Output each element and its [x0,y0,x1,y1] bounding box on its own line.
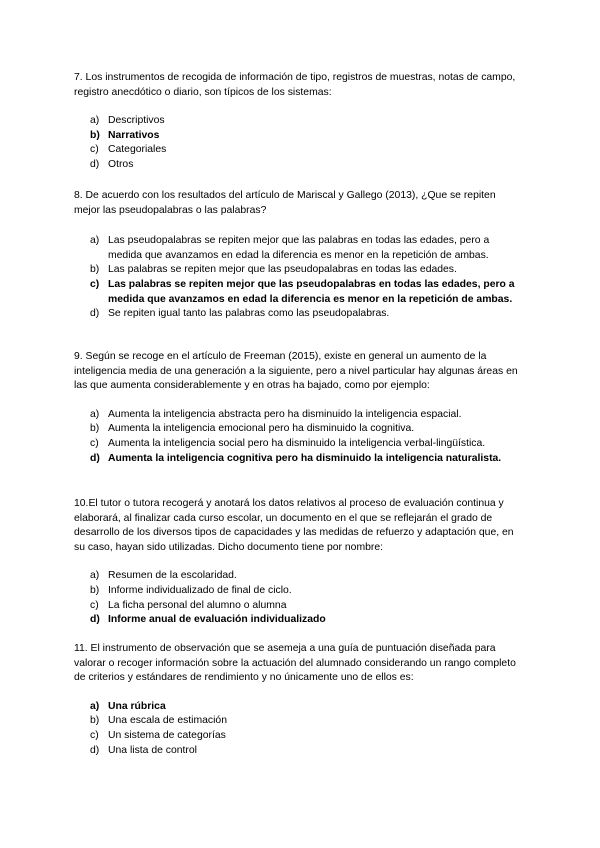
option-letter: c) [90,599,99,611]
option-letter: a) [90,408,100,420]
option-c [74,437,524,452]
option-letter: c) [90,278,100,290]
option-text: Aumenta la inteligencia social pero ha disminuido la inteligencia verbal-lingüística. [108,437,486,449]
option-text: Una rúbrica [108,700,166,712]
option-letter: a) [90,700,100,712]
option-text: Aumenta la inteligencia abstracta pero ha disminuido la inteligencia espacial. [108,408,462,420]
option-letter: c) [90,437,99,449]
question-text: 10.El tutor o tutora recogerá y anotará los datos relativos al proceso de evaluación continua y elaborará, al finalizar cada curso escolar, un documento en el que se reflejarán el grado de desarrollo de los diversos tipos de capacidades y las medidas de refuerzo y adaptación que, en su caso, hayan sido utilizadas. Dicho documento tiene por nombre: [74,498,514,553]
option-b [74,263,524,278]
option-a-correct [74,700,524,715]
option-letter: a) [90,115,100,127]
option-b [74,714,524,729]
option-a [74,569,524,584]
question-text: 7. Los instrumentos de recogida de información de tipo, registros de muestras, notas de campo, registro anecdótico o diario, son típicos de los sistemas: [74,72,516,98]
option-text: Un sistema de categorías [108,729,226,741]
option-letter: b) [90,129,100,141]
option-text: Resumen de la escolaridad. [108,570,237,582]
question-7 [74,71,524,173]
option-text: Se repiten igual tanto las palabras como las pseudopalabras. [108,308,390,320]
option-text: Las palabras se repiten mejor que las pseudopalabras en todas las edades, pero a medida que avanzamos en edad la diferencia es menor en la repetición de ambas. [108,278,515,305]
option-text: Descriptivos [108,115,165,127]
option-text: Una lista de control [108,744,197,756]
option-letter: d) [90,614,100,626]
question-10 [74,497,524,628]
option-c-correct [74,278,524,307]
option-text: Las pseudopalabras se repiten mejor que las palabras en todas las edades, pero a medida que avanzamos en edad la diferencia es menor en la repetición de ambas. [108,235,490,261]
option-c [74,729,524,744]
option-letter: d) [90,744,100,756]
option-text: Las palabras se repiten mejor que las pseudopalabras en todas las edades. [108,264,457,276]
option-d [74,158,524,173]
question-text: 9. Según se recoge en el artículo de Freeman (2015), existe en general un aumento de la inteligencia media de una generación a la siguiente, pero a nivel particular hay algunas áreas en las que aumenta considerablemente y en otras ha bajado, como por ejemplo: [74,351,518,392]
option-a [74,234,524,263]
option-text: Informe anual de evaluación individualizado [108,614,326,626]
option-letter: b) [90,715,100,727]
option-d [74,744,524,759]
option-list [74,700,524,758]
option-a [74,408,524,423]
option-a [74,114,524,129]
option-letter: d) [90,308,100,320]
option-letter: a) [90,235,100,247]
question-text: 11. El instrumento de observación que se asemeja a una guía de puntuación diseñada para valorar o recoger información sobre la actuación del alumnado considerando un rango completo de criterios y estándares de rendimiento y no únicamente uno de ellos es: [74,643,516,684]
question-9 [74,350,524,466]
option-list [74,569,524,627]
question-11 [74,642,524,758]
option-letter: c) [90,144,99,156]
option-text: Informe individualizado de final de ciclo. [108,584,292,596]
option-d-correct [74,452,524,467]
option-d [74,307,524,322]
option-letter: a) [90,570,100,582]
option-text: Categoriales [108,144,167,156]
option-letter: b) [90,264,100,276]
option-text: Otros [108,158,134,170]
option-b-correct [74,129,524,144]
option-letter: b) [90,423,100,435]
option-text: Narrativos [108,129,160,141]
option-list [74,234,524,322]
option-b [74,584,524,599]
question-text: 8. De acuerdo con los resultados del artículo de Mariscal y Gallego (2013), ¿Que se repiten mejor las pseudopalabras o las palabras? [74,190,496,216]
option-text: Una escala de estimación [108,715,227,727]
option-c [74,599,524,614]
option-list [74,408,524,466]
option-text: Aumenta la inteligencia emocional pero ha disminuido la cognitiva. [108,423,415,435]
option-text: La ficha personal del alumno o alumna [108,599,287,611]
option-text: Aumenta la inteligencia cognitiva pero ha disminuido la inteligencia naturalista. [108,452,502,464]
option-letter: d) [90,158,100,170]
option-list [74,114,524,172]
option-letter: b) [90,584,100,596]
option-d-correct [74,613,524,628]
question-8 [74,189,524,322]
option-c [74,143,524,158]
option-letter: d) [90,452,100,464]
option-b [74,422,524,437]
option-letter: c) [90,729,99,741]
